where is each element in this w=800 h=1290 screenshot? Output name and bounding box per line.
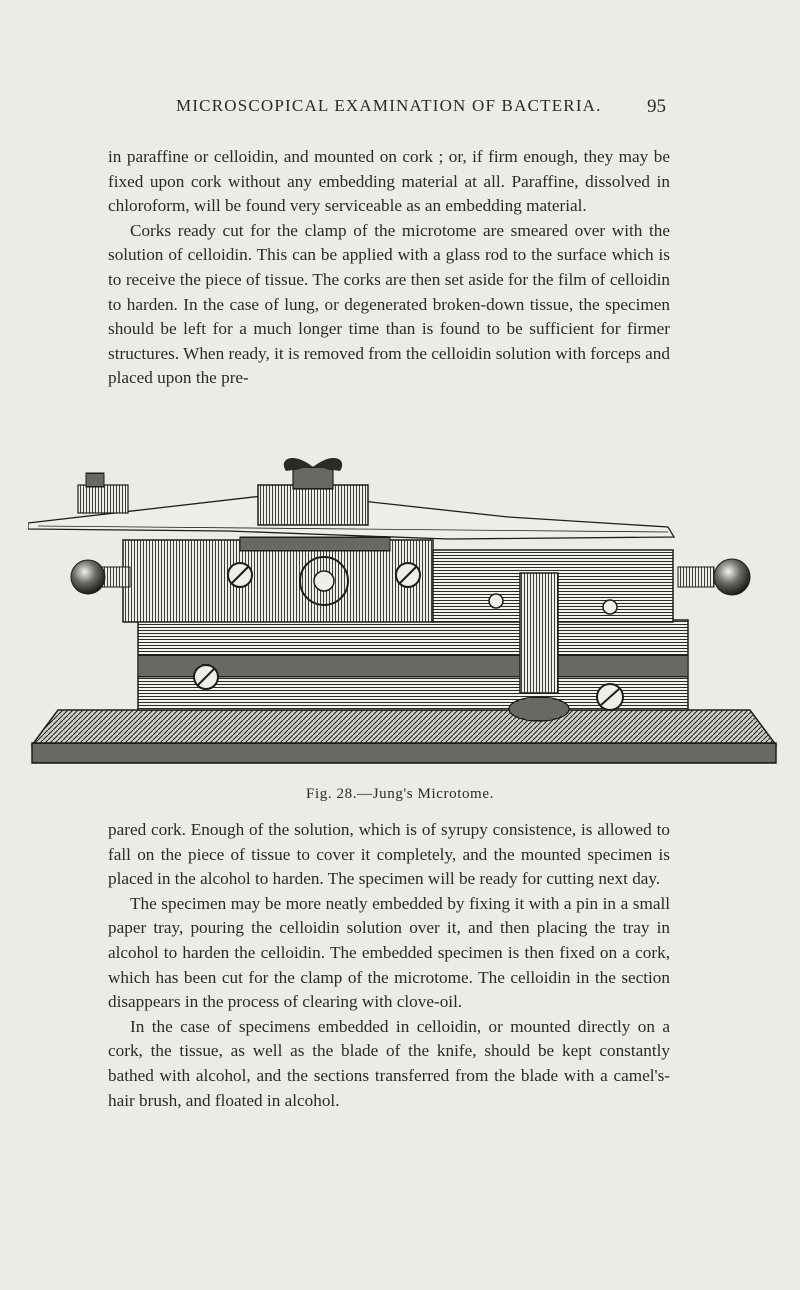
running-head <box>176 96 666 122</box>
paragraph: The specimen may be more neatly embedded by fixing it with a pin in a small paper tray, pouring the celloidin solution over it, and then placing the tray in alcohol to harden the celloidin. The embedded specimen is then fixed on a cork, which has been cut for the clamp of the microtome. The celloidin in the section disappears in the process of clearing with clove-oil. <box>108 893 670 1012</box>
body-text-top <box>108 145 670 391</box>
page-number: 95 <box>647 96 666 117</box>
figure-caption: Fig. 28.—Jung's Microtome. <box>306 786 494 802</box>
microtome-illustration <box>28 455 780 775</box>
running-title: MICROSCOPICAL EXAMINATION OF BACTERIA. <box>176 96 602 115</box>
paragraph: in paraffine or celloidin, and mounted on cork ; or, if firm enough, they may be fixed upon cork without any embedding material at all. Paraffine, dissolved in chloroform, will be found very serviceable as an embedding material. <box>108 147 670 216</box>
paragraph: Corks ready cut for the clamp of the microtome are smeared over with the solution of celloidin. This can be applied with a glass rod to the surface which is to receive the piece of tissue. The corks are then set aside for the film of celloidin to harden. In the case of lung, or degenerated broken-down tissue, the specimen should be left for a much longer time than is found to be sufficient for firmer structures. When ready, it is removed from the celloidin solution with forceps and placed upon the pre- <box>108 220 670 388</box>
microtome-engraving <box>28 455 780 775</box>
body-text-bottom <box>108 818 670 1113</box>
paragraph: pared cork. Enough of the solution, which is of syrupy consistence, is allowed to fall on the piece of tissue to cover it completely, and the mounted specimen is placed in the alcohol to harden. The specimen will be ready for cutting next day. <box>108 820 670 889</box>
paragraph: In the case of specimens embedded in celloidin, or mounted directly on a cork, the tissue, as well as the blade of the knife, should be kept constantly bathed with alcohol, and the sections transferred from the blade with a camel's-hair brush, and floated in alcohol. <box>108 1016 670 1110</box>
